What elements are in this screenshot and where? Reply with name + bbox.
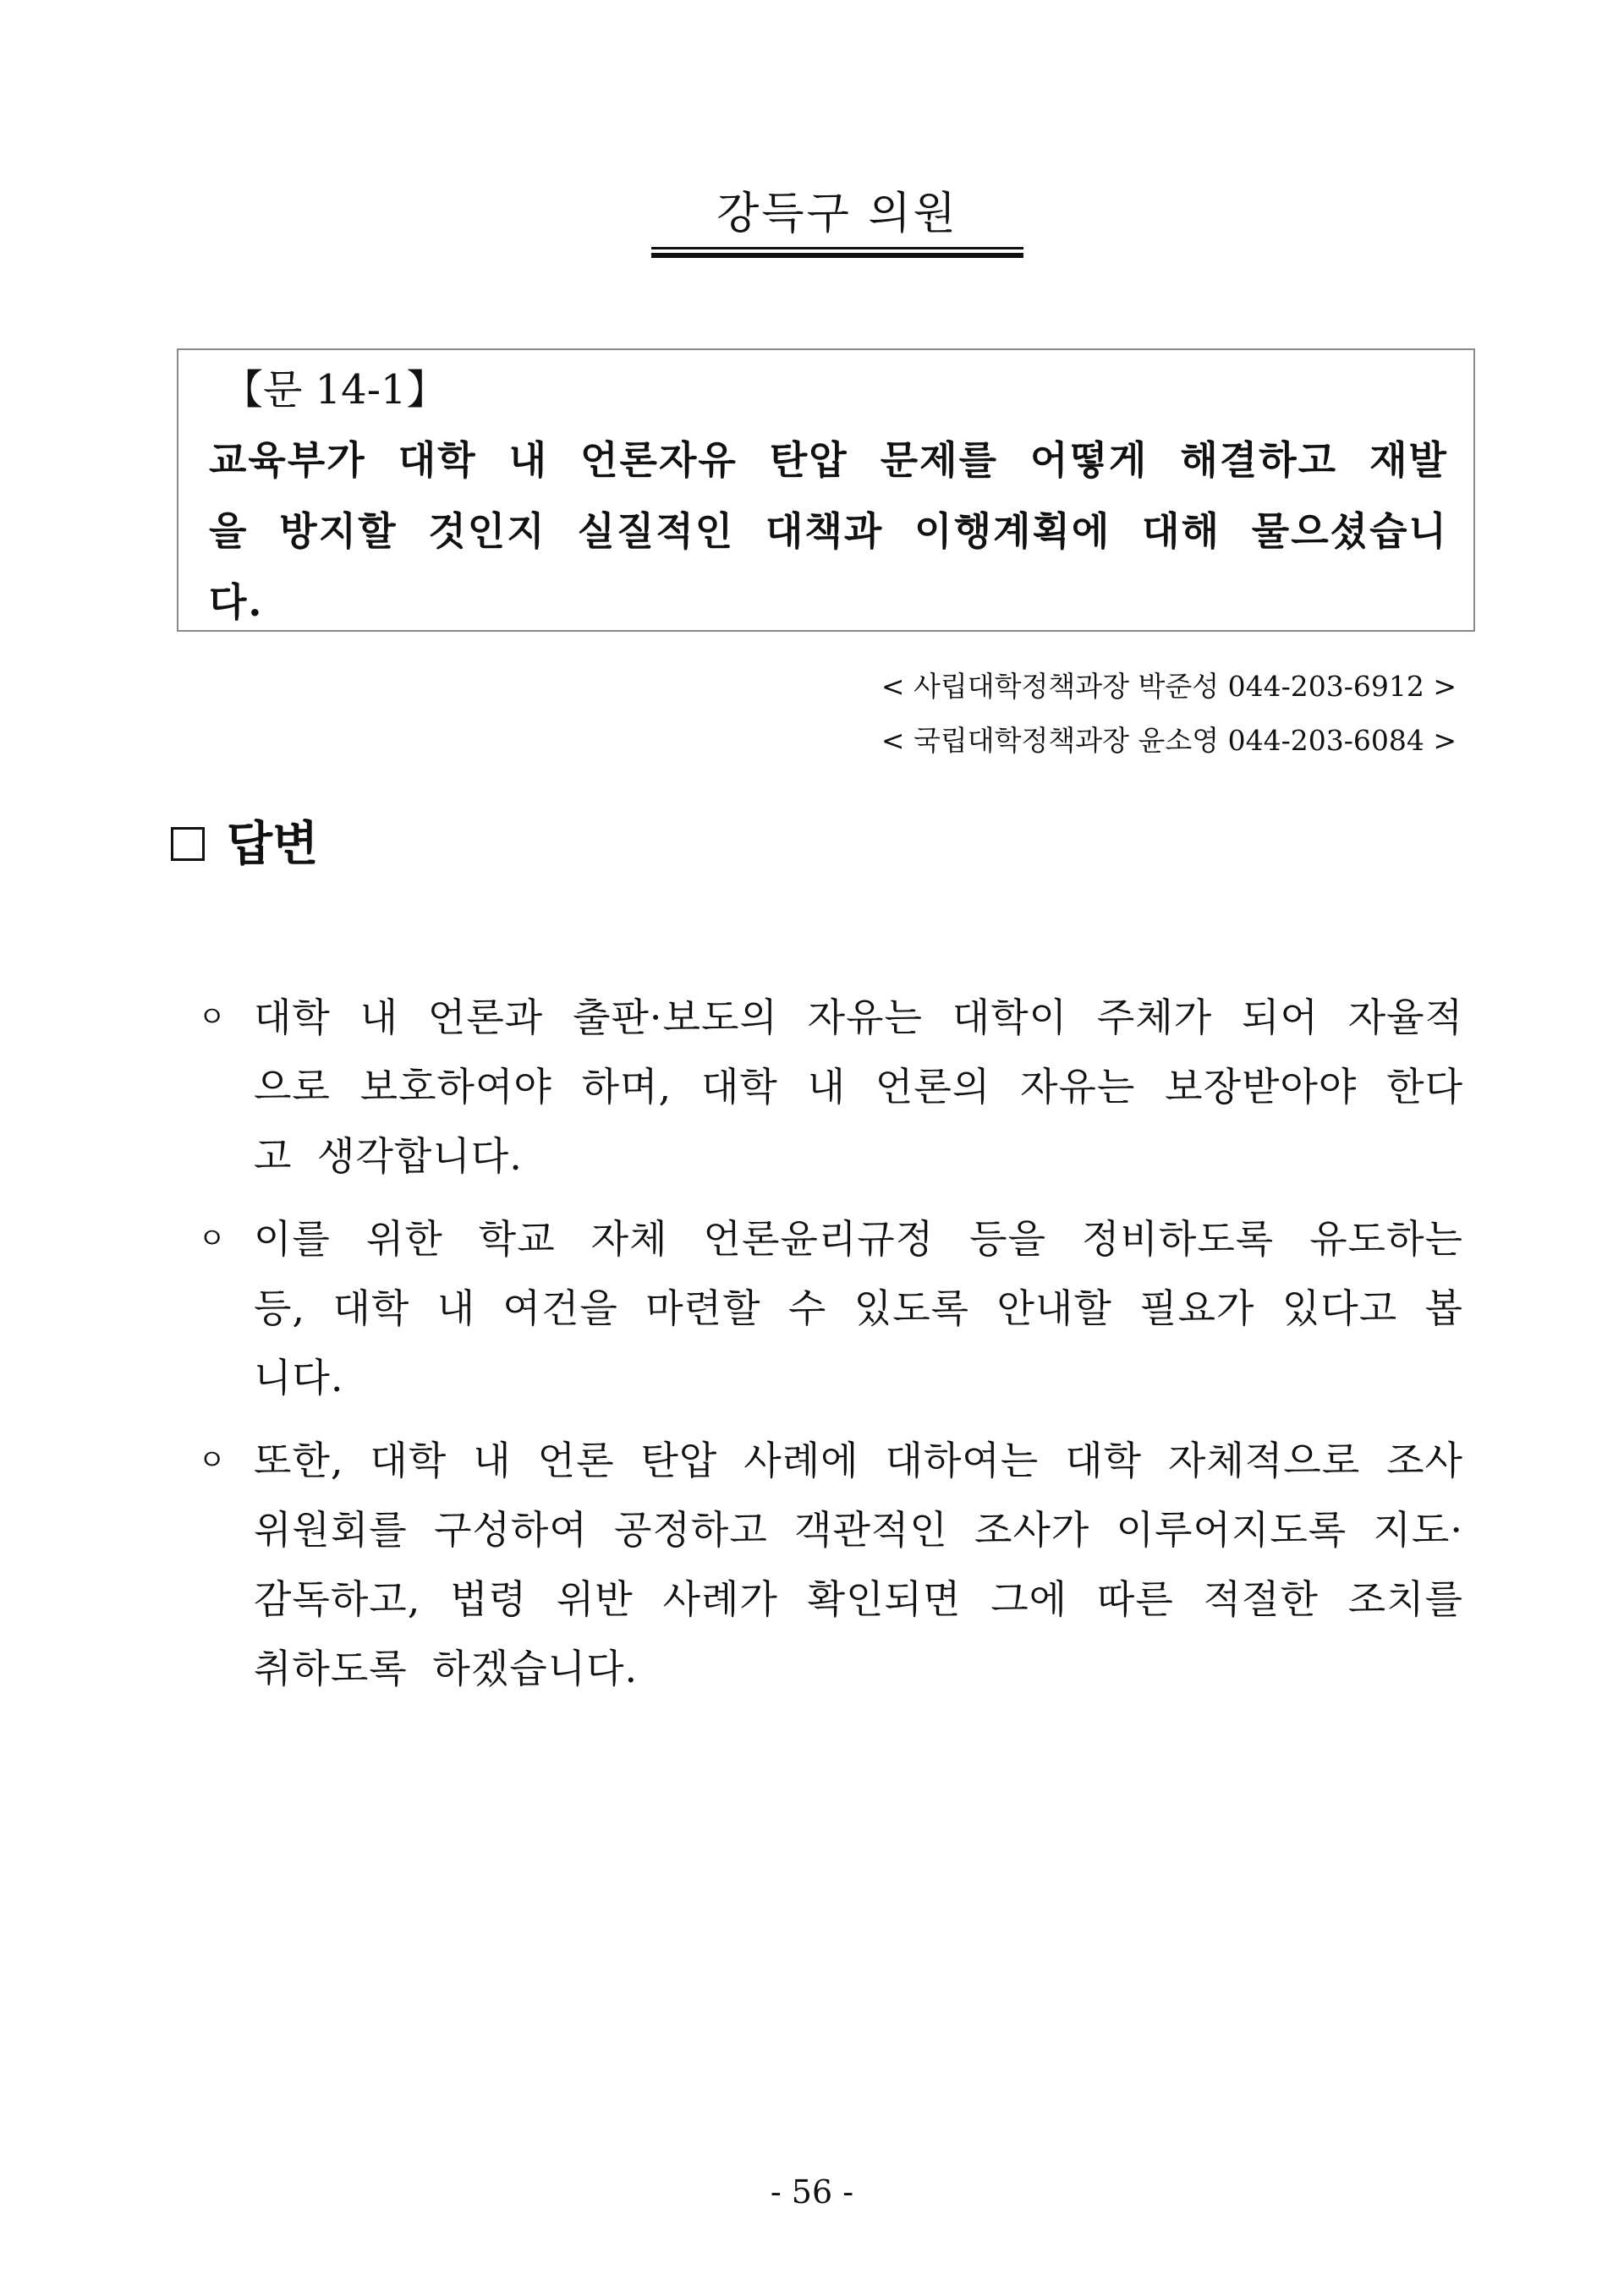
list-item-text: 또한, 대학 내 언론 탄압 사례에 대하여는 대학 자체적으로 조사 위원회를 구성하여 공정하고 객관적인 조사가 이루어지도록 지도·감독하고, 법령 위반 사례가 확인되면 그에 따른 적절한 조치를 취하도록 하겠습니다. [254,1438,1463,1691]
bullet-icon: ㅇ [198,1444,226,1477]
title-underline [651,247,1023,249]
contact-line: < 사립대학정책과장 박준성 044-203-6912 > [881,670,1457,703]
list-item [195,983,1463,1191]
question-text: 교육부가 대학 내 언론자유 탄압 문제를 어떻게 해결하고 재발을 방지할 것인지 실질적인 대책과 이행계획에 대해 물으셨습니다. [209,437,1448,625]
page-number: - 56 - [770,2173,854,2211]
checkbox-icon [171,827,205,861]
question-box [177,348,1475,632]
contact-list [881,660,1457,768]
answer-list [195,983,1463,1717]
list-item [195,1426,1463,1703]
question-label: 【문 14-1】 [222,366,447,414]
title-double-underline [651,253,1023,258]
list-item [195,1204,1463,1412]
page-title: 강득구 의원 [716,189,958,239]
contact-line: < 국립대학정책과장 윤소영 044-203-6084 > [881,724,1457,757]
list-item-text: 대학 내 언론과 출판·보도의 자유는 대학이 주체가 되어 자율적으로 보호하여야 하며, 대학 내 언론의 자유는 보장받아야 한다고 생각합니다. [254,995,1463,1179]
answer-heading [171,812,318,876]
title-block [651,184,1023,258]
answer-title: 답변 [227,816,319,872]
bullet-icon: ㅇ [198,1000,226,1034]
bullet-icon: ㅇ [198,1222,226,1256]
list-item-text: 이를 위한 학교 자체 언론윤리규정 등을 정비하도록 유도하는 등, 대학 내 여건을 마련할 수 있도록 안내할 필요가 있다고 봅니다. [254,1216,1463,1400]
